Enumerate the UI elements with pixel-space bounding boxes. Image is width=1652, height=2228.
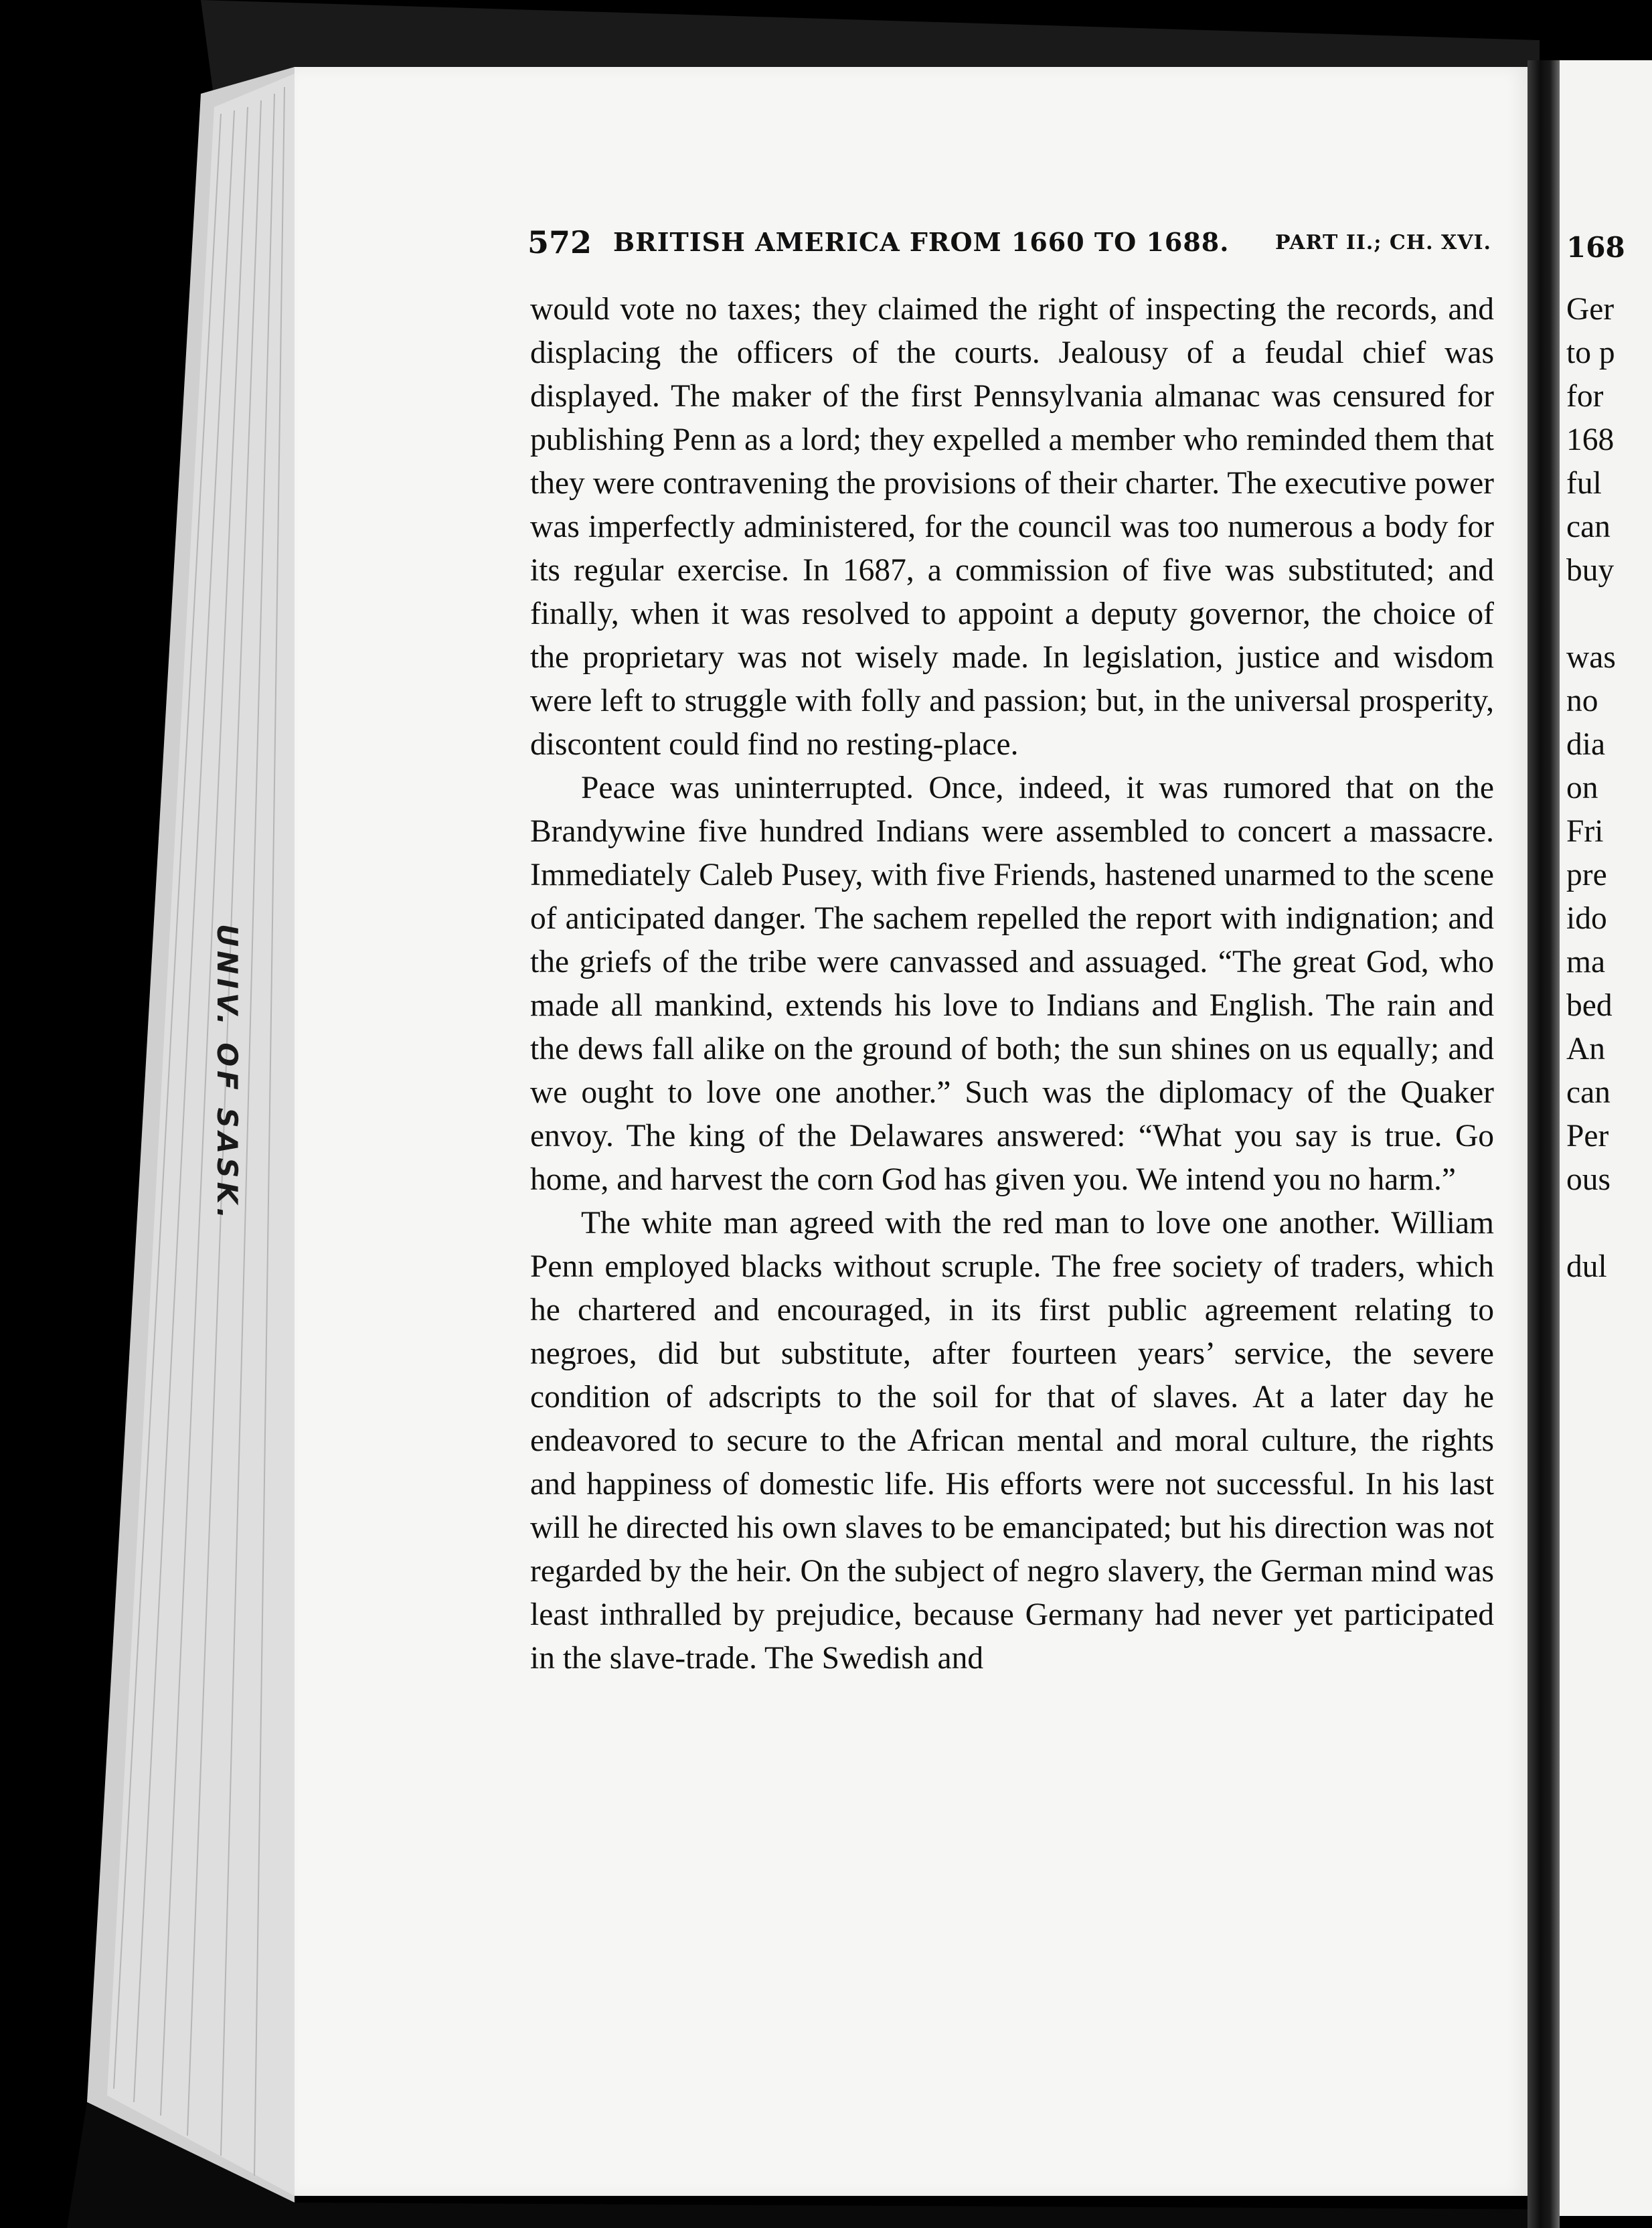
paragraph: The white man agreed with the red man to love one another. William Penn employed blacks without scruple. The free society of traders, which he chartered and encouraged, in its first public agreement relating to negroes, did but substitute, after fourteen years’ service, the severe condition of adscripts to the soil for that of slaves. At a later day he endeavored to secure to the African mental and moral culture, the rights and happiness of domestic life. His efforts were not successful. In his last will he directed his own slaves to be emancipated; but his direction was not regarded by the heir. On the subject of negro slavery, the German mind was least inthralled by prejudice, because Germany had never yet participated in the slave-trade. The Swedish and: [530, 1206, 1494, 1676]
facing-line: dia: [1566, 727, 1606, 762]
facing-line: can: [1566, 509, 1610, 544]
running-header: [527, 224, 1491, 264]
page-body: [530, 288, 1494, 1680]
facing-line: An: [1566, 1032, 1606, 1066]
paragraph: would vote no taxes; they claimed the right of inspecting the records, and displacing the officers of the courts. Jealousy of a feudal chief was displayed. The maker of the first Pennsylvania almanac was censured for publishing Penn as a lord; they expelled a member who reminded them that they were contravening the provisions of their charter. The executive power was imperfectly administered, for the council was too numerous a body for its regular exercise. In 1687, a commission of five was substituted; and finally, when it was resolved to appoint a deputy governor, the choice of the proprietary was not wisely made. In legislation, justice and wisdom were left to struggle with folly and passion; but, in the universal prosperity, discontent could find no resting-place.: [530, 292, 1494, 762]
facing-line: buy: [1566, 553, 1615, 588]
facing-line: 168: [1566, 422, 1615, 457]
facing-line: ous: [1566, 1162, 1610, 1197]
facing-line: Per: [1566, 1119, 1609, 1153]
facing-line: Ger: [1566, 292, 1615, 327]
library-stamp: UNIV. OF SASK.: [211, 924, 244, 1222]
facing-line: to p: [1566, 335, 1615, 370]
facing-page-header: 168: [1566, 231, 1625, 264]
paragraph: Peace was uninterrupted. Once, indeed, it was rumored that on the Brandywine five hundred Indians were assembled to concert a massacre. Immediately Caleb Pusey, with five Friends, hastened unarmed to the scene of anticipated danger. The sachem repelled the report with indignation; and the griefs of the tribe were canvassed and assuaged. “The great God, who made all mankind, extends his love to Indians and English. The rain and the dews fall alike on the ground of both; the sun shines on us equally; and we ought to love one another.” Such was the diplomacy of the Quaker envoy. The king of the Delawares answered: “What you say is true. Go home, and harvest the corn God has given you. We intend you no harm.”: [530, 771, 1494, 1197]
facing-line: on: [1566, 771, 1598, 805]
book-gutter: [1527, 60, 1560, 2228]
facing-page-text: [1566, 228, 1652, 1289]
facing-line: ido: [1566, 901, 1607, 936]
facing-line: bed: [1566, 988, 1613, 1023]
facing-line: no: [1566, 684, 1598, 718]
facing-line: ma: [1566, 945, 1606, 979]
facing-line: Fri: [1566, 814, 1604, 849]
part-chapter: PART II.; CH. XVI.: [1275, 231, 1491, 254]
facing-line: ful: [1566, 466, 1602, 501]
facing-line: was: [1566, 640, 1616, 675]
facing-line: pre: [1566, 858, 1607, 892]
running-title: BRITISH AMERICA FROM 1660 TO 1688.: [613, 227, 1230, 257]
facing-line: dul: [1566, 1249, 1607, 1284]
page-number: 572: [527, 224, 592, 260]
facing-line: for: [1566, 379, 1604, 414]
facing-line: [1566, 1202, 1652, 1245]
facing-line: can: [1566, 1075, 1610, 1110]
facing-line: [1566, 592, 1652, 636]
